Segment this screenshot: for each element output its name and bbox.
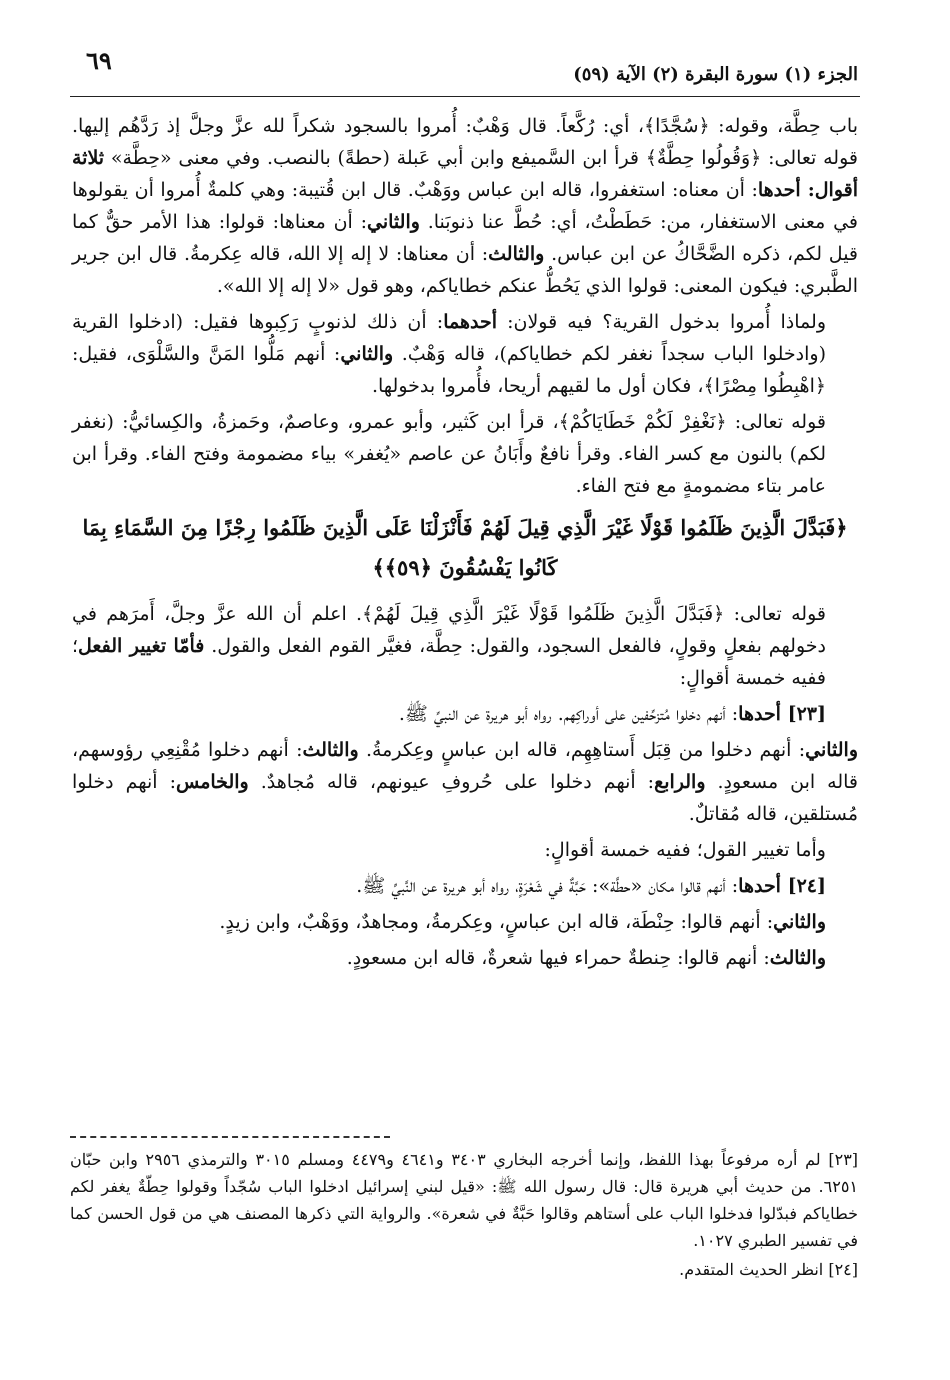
footnotes bbox=[70, 1146, 858, 1285]
text-run: ؛ ففيه خمسة أقوالٍ: bbox=[72, 635, 826, 689]
footnote-23: [٢٣] لم أره مرفوعاً بهذا اللفظ، وإنما أخرجه البخاري ٣٤٠٣ و٤٦٤١ و٤٤٧٩ ومسلم ٣٠١٥ والترمذي ٢٩٥٦ وابن حبّان ٦٢٥١. من حديث أبي هريرة قال: قال رسول الله ﷺ: «قيل لبني إسرائيل ادخلوا الباب سُجّداً وقولوا حِطّةٌ يغفر لكم خطاياكم فبدّلوا فدخلوا الباب على أستاهم وقالوا حَبَّةٌ في شعرة». والرواية التي ذكرها المصنف هي من قول الحسن كما في تفسير الطبري ١٠٢٧. bbox=[70, 1150, 859, 1250]
header-rule bbox=[70, 96, 860, 97]
text-run: قوله تعالى: ﴿وَقُولُوا حِطَّةٌ﴾ قرأ ابن السَّميفع وابن أبي عَبلة (حطةً) بالنصب. وفي معنى «حِطَّة» bbox=[104, 147, 858, 169]
bold-term: أحدها bbox=[738, 703, 781, 725]
paragraph-hitta bbox=[72, 110, 858, 302]
text-run: : أنهم قالوا مكان «حطَّة»: حَبَّةٌ في شَعْرَةٍ، رواه أبو هريرة عن النَّبيِّ ﷺ. bbox=[356, 875, 739, 897]
text-run: قوله تعالى: ﴿فَبَدَّلَ الَّذِينَ ظَلَمُوا قَوْلًا غَيْرَ الَّذِي قِيلَ لَهُمْ﴾. اعلم أن الله عزَّ وجلَّ، أَمرَهم في دخولهم بفعلٍ وقولٍ، فالفعل السجود، والقول: حِطَّة، فغيَّر القوم الفعل والقول. bbox=[72, 603, 826, 657]
bold-term: ثلاثة أقوال: أحدها bbox=[72, 147, 859, 201]
quran-verse: ﴿فَبَدَّلَ الَّذِينَ ظَلَمُوا قَوْلًا غَيْرَ الَّذِي قِيلَ لَهُمْ فَأَنْزَلْنَا عَلَى الَّذِينَ ظَلَمُوا رِجْزًا مِنَ السَّمَاءِ بِمَا كَانُوا يَفْسُقُونَ ﴿٥٩﴾﴾ bbox=[82, 515, 848, 580]
speech-second bbox=[72, 906, 858, 938]
bold-term: والثاني bbox=[367, 211, 420, 233]
text-run: : أنهم قالوا: حِنْطَة، قاله ابن عباسٍ، وعِكرمةُ، ومجاهدٌ، ووَهْبٌ، وابن زيدٍ. bbox=[219, 911, 774, 933]
text-run: : أنهم دخلوا مُستلقين، قاله مُقاتلٌ. bbox=[72, 771, 858, 825]
bold-term: والثاني bbox=[773, 911, 826, 933]
paragraph-village bbox=[72, 306, 858, 402]
bold-term: أحدها bbox=[738, 875, 781, 897]
paragraph-opinions bbox=[72, 734, 858, 830]
bold-term: والثاني bbox=[805, 739, 858, 761]
bold-term: فأمّا تغيير الفعل bbox=[78, 635, 205, 657]
text-run: : أنهم قالوا: حِنطةٌ حمراء فيها شعرةٌ، قاله ابن مسعودٍ. bbox=[346, 947, 770, 969]
paragraph-readings: قوله تعالى: ﴿نَغْفِرْ لَكُمْ خَطَايَاكُمْ﴾، قرأ ابن كَثير، وأبو عمرو، وعاصمٌ، وحَمزةُ، والكِسائيُّ: (نغفر لكم) بالنون مع كسر الفاء. وقرأ نافعٌ وأَبَانُ عن عاصم «يُغفر» بياء مضمومة وفتح الفاء. وقرأ ابن عامر بتاء مضمومةٍ مع فتح الفاء. bbox=[72, 411, 826, 497]
text-run: : أن معناها: لا إله إلا الله، قاله عِكرمةُ. قال ابن جرير الطَّبري: فيكون المعنى: قولوا الذي يَحُطُّ عنكم خطاياكم، وهو قول «لا إله إلا الله». bbox=[72, 243, 858, 297]
paragraph-change bbox=[72, 598, 858, 694]
text-run: : أنهم دخلوا مُقْنِعِي رؤوسهم، قاله ابن مسعودٍ. bbox=[72, 739, 859, 793]
bold-term: والرابع bbox=[654, 771, 706, 793]
bold-term: والثاني bbox=[340, 343, 394, 365]
text-run: : أنهم دخلوا مُتزحِّفين على أوراكِهم. رواه أبو هريرة عن النبيِّ ﷺ. bbox=[398, 703, 739, 725]
speech-third bbox=[72, 942, 858, 974]
text-run: : أنهم دخلوا من قِبَل أَستاهِهِم، قاله ابن عباسٍ وعِكرمةُ. bbox=[358, 739, 806, 761]
hadith-number: [٢٤] bbox=[780, 875, 826, 897]
bold-term: والثالث bbox=[769, 947, 826, 969]
footnote-separator bbox=[70, 1136, 390, 1138]
bold-term: والخامس bbox=[175, 771, 249, 793]
footnote-24: [٢٤] انظر الحديث المتقدم. bbox=[679, 1260, 858, 1279]
hadith-24 bbox=[72, 870, 858, 902]
hadith-number: [٢٣] bbox=[780, 703, 826, 725]
text-run: باب حِطَّة، وقوله: ﴿سُجَّدًا﴾، أي: رُكَّعاً. قال وَهْبٌ: أُمروا بالسجود شكراً لله عزَّ وجلَّ إذ رَدَّهُم إليها. bbox=[72, 115, 858, 137]
hadith-23 bbox=[72, 698, 858, 730]
bold-term: والثالث bbox=[488, 243, 545, 265]
main-text bbox=[72, 110, 858, 978]
text-run: : أن معناها: قولوا: هذا الأمر حقٌّ كما قيل لكم، ذكره الضَّحَّاكُ عن ابن عباس. bbox=[72, 211, 859, 265]
text-run: : أنهم دخلوا على حُروفِ عيونهم، قاله مُجاهدٌ. bbox=[248, 771, 655, 793]
running-title: الجزء (١) سورة البقرة (٢) الآية (٥٩) bbox=[573, 64, 858, 85]
bold-term: أحدهما bbox=[443, 311, 497, 333]
bold-term: والثالث bbox=[302, 739, 359, 761]
text-run: : أن معناه: استغفروا، قاله ابن عباس ووَهْبٌ. قال ابن قُتيبة: وهي كلمةٌ أُمروا أن يقولوها في معنى الاستغفار، من: حَطَطْتُ، أي: حُطَّ عنا ذنوبَنا. bbox=[72, 179, 859, 233]
text-run: ولماذا أُمروا بدخول القرية؟ فيه قولان: bbox=[496, 311, 826, 333]
speech-intro: وأما تغيير القول؛ ففيه خمسة أقوالٍ: bbox=[544, 839, 826, 861]
text-run: : أن ذلك لذنوبٍ رَكِبوها فقيل: (ادخلوا القرية (وادخلوا الباب سجداً نغفر لكم خطاياكم)، قاله وَهْبٌ. bbox=[72, 311, 826, 365]
page-number: ٦٩ bbox=[86, 46, 112, 75]
text-run: : أنهم مَلُّوا المَنَّ والسَّلْوَى، فقيل: ﴿اهْبِطُوا مِصْرًا﴾، فكان أول ما لقيهم أريحا، فأُمروا بدخولها. bbox=[72, 343, 826, 397]
